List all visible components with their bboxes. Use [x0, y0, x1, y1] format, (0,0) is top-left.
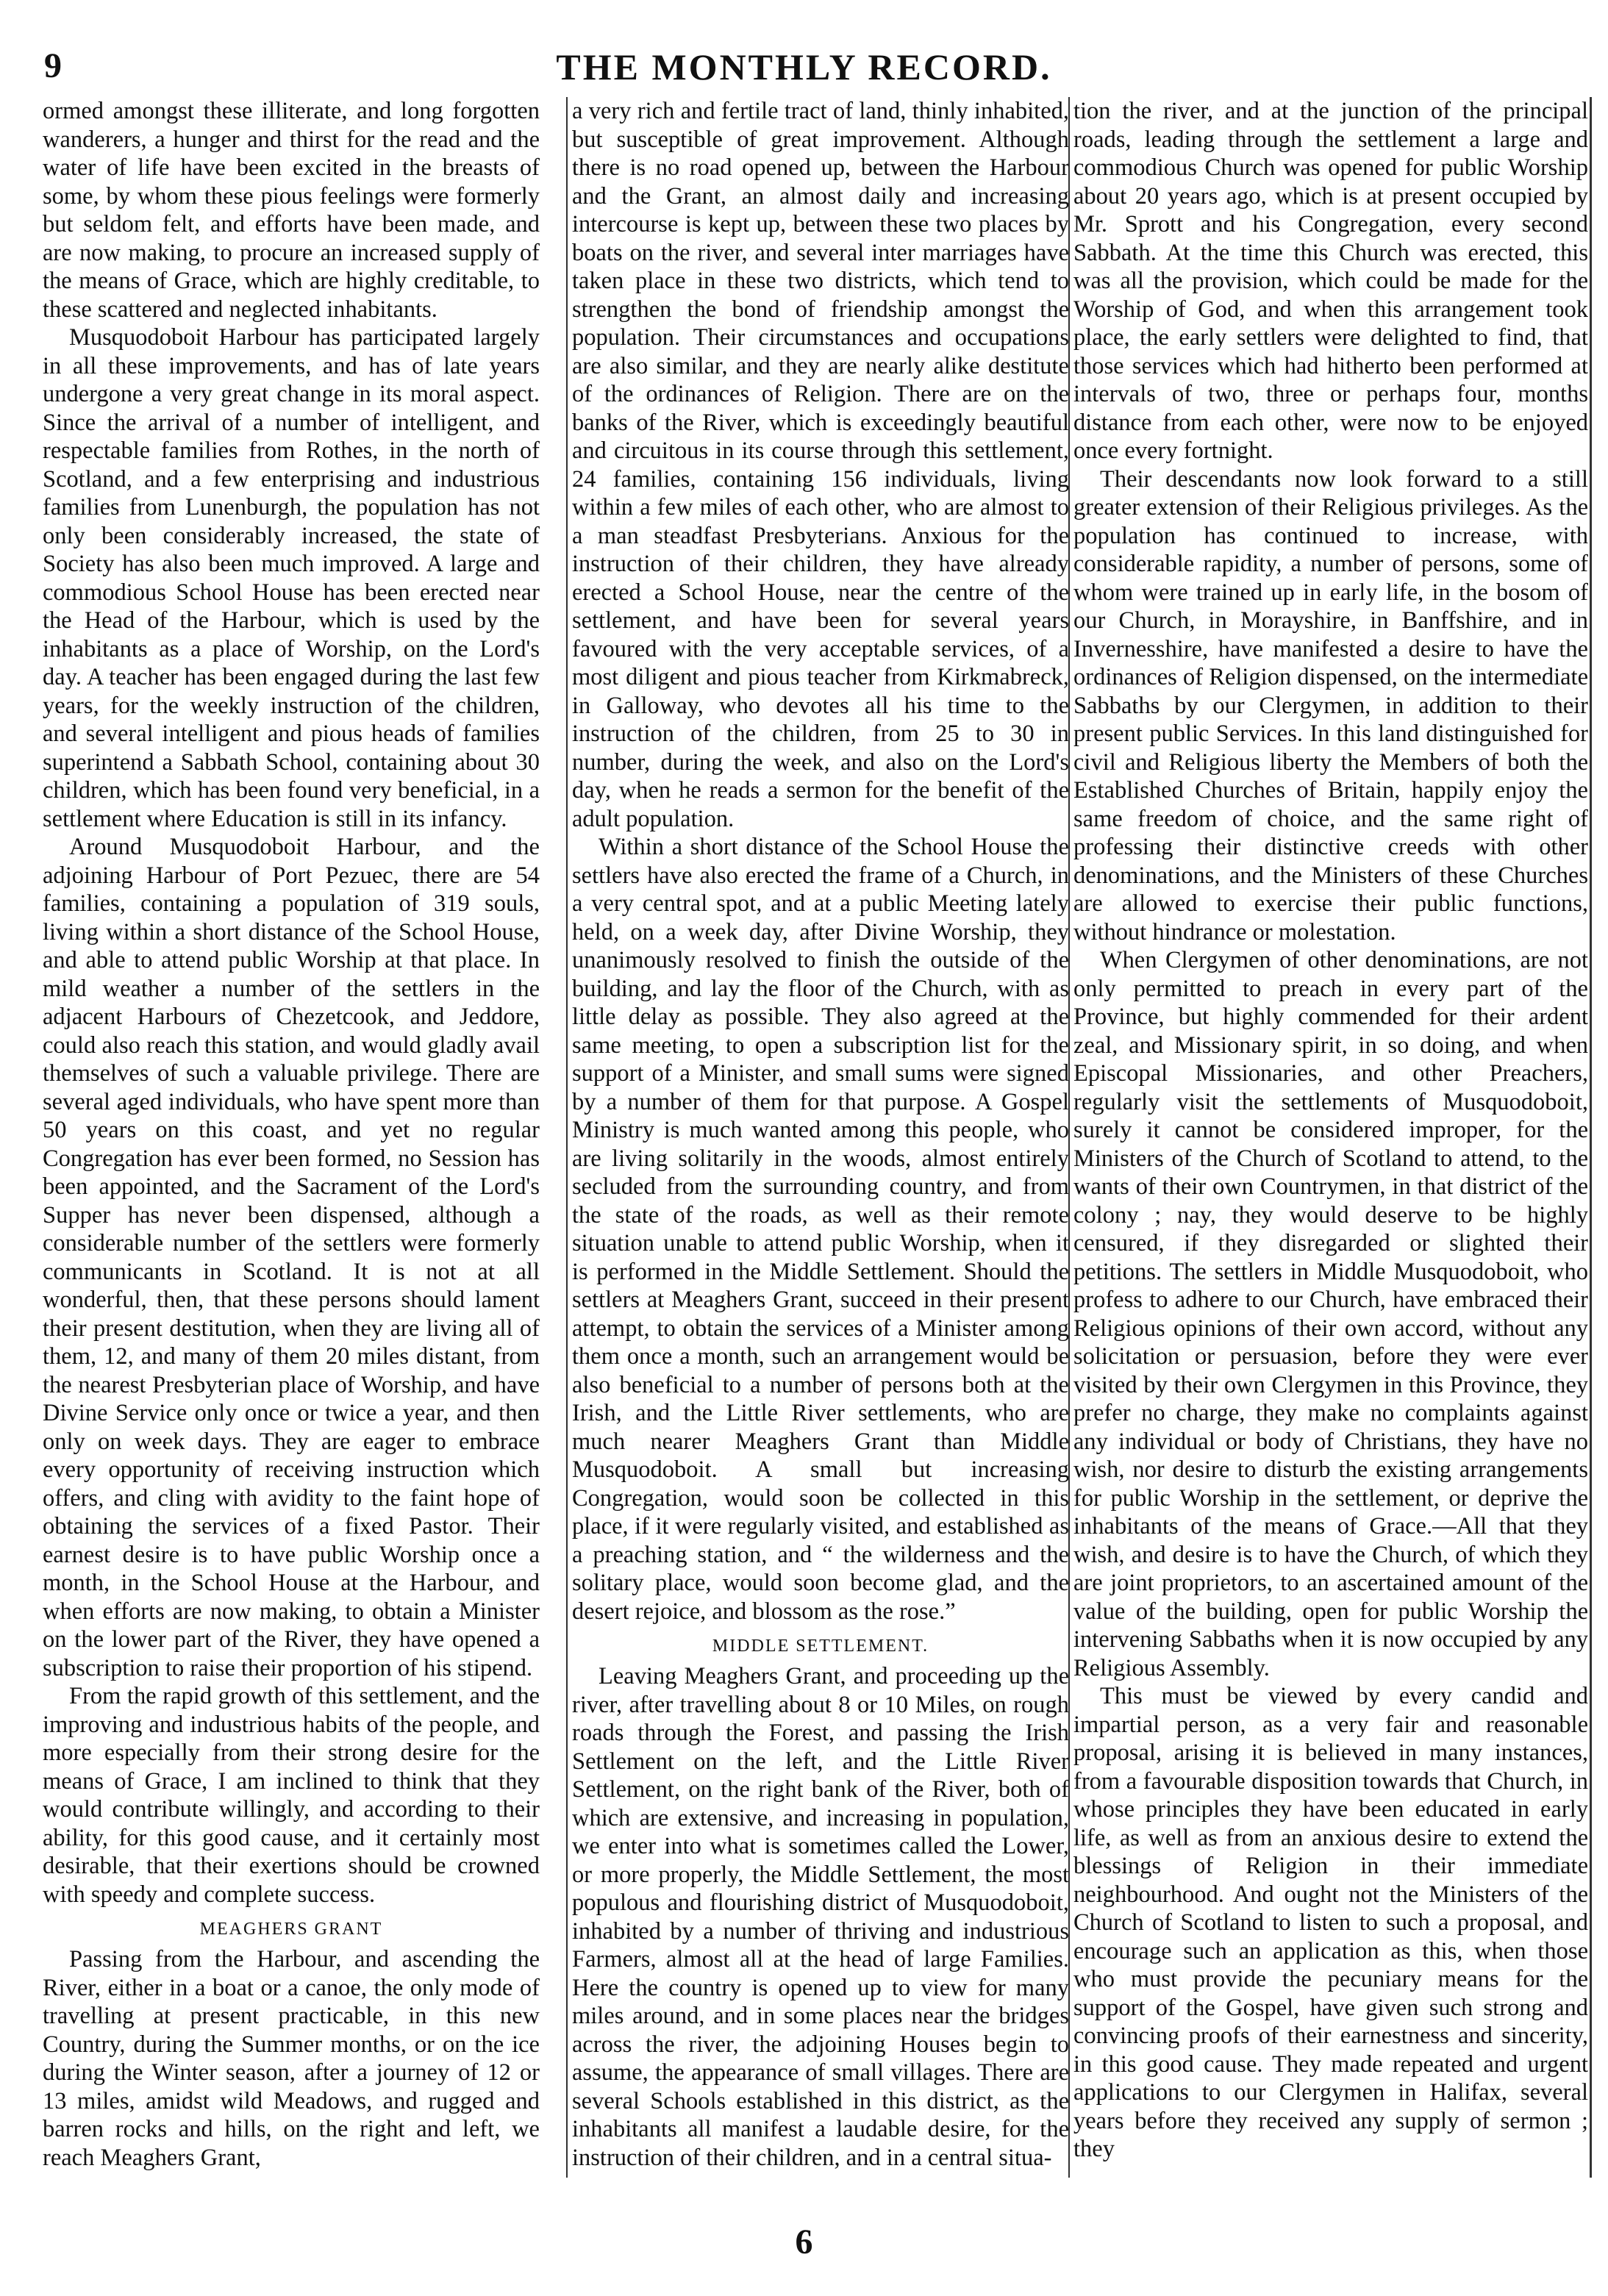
section-heading: MEAGHERS GRANT: [199, 1920, 383, 1939]
paragraph: Their descendants now look forward to a still greater extension of their Religious privileges. As the population has continued to increase, with considerable rapidity, a number of persons, some of whom were trained up in early life, in the bosom of our Church, in Morayshire, in Banffshire, and in Invernesshire, have manifested a desire to have the ordinances of Religion dispensed, on the intermediate Sabbaths by our Clergymen, in addition to their present public Services. In this land distinguished for civil and Religious liberty the Members of both the Established Churches of Britain, happily enjoy the same freedom of choice, and the same right of professing their distinctive creeds with other denominations, and the Ministers of these Churches are allowed to exercise their public functions, without hindrance or molestation.: [1073, 465, 1588, 945]
signature-mark: 6: [795, 2222, 813, 2261]
paragraph: Leaving Meaghers Grant, and proceeding up the river, after travelling about 8 or 10 Miles, on rough roads through the Forest, and passing the Irish Settlement on the left, and the Little River Settlement, on the right bank of the River, both of which are extensive, and increasing in population, we enter into what is sometimes called the Lower, or more properly, the Middle Settlement, the most populous and flourishing district of Musquodoboit, inhabited by a number of thriving and industrious Farmers, almost all at the head of large Families. Here the country is opened up to view for many miles around, and in some places near the bridges across the river, the adjoining Houses begin to assume, the appearance of small villages. There are several Schools established in this district, as the inhabitants all manifest a laudable desire, for the instruction of their children, and in a central situa-: [572, 1663, 1069, 2171]
text-column-2: [572, 97, 1069, 2178]
paragraph: This must be viewed by every candid and impartial person, as a very fair and reasonable proposal, arising it is believed in many instances, from a favourable disposition towards that Church, in whose principles they have been educated in early life, as well as from an anxious desire to extend the blessings of Religion in their immediate neighbourhood. And ought not the Ministers of the Church of Scotland to listen to such a proposal, and encourage such an application as this, when those who must provide the pecuniary means for the support of the Gospel, have given such strong and convincing proofs of their earnestness and sincerity, in this good cause. They made repeated and urgent applications to our Clergymen in Halifax, several years before they received any supply of sermon ; they: [1073, 1683, 1588, 2162]
paragraph: From the rapid growth of this settlement, and the improving and industrious habits of the people, and more especially from their strong desire for the means of Grace, I am inclined to think that they would contribute willingly, and according to their ability, for this good cause, and it certainly most desirable, that their exertions should be crowned with speedy and complete success.: [43, 1683, 540, 1908]
paragraph: Around Musquodoboit Harbour, and the adjoining Harbour of Port Pezuec, there are 54 families, containing a population of 319 souls, living within a short distance of the School House, and able to attend public Worship at that place. In mild weather a number of the settlers in the adjacent Harbours of Chezetcook, and Jeddore, could also reach this station, and would gladly avail themselves of such a valuable privilege. There are several aged individuals, who have spent more than 50 years on this coast, and yet no regular Congregation has ever been formed, no Session has been appointed, and the Sacrament of the Lord's Supper has never been dispensed, although a considerable number of the settlers were formerly communicants in Scotland. It is not at all wonderful, then, that these persons should lament their present destitution, when they are living all of them, 12, and many of them 20 miles distant, from the nearest Presbyterian place of Worship, and have Divine Service only once or twice a year, and then only on week days. They are eager to embrace every opportunity of receiving instruction which offers, and cling with avidity to the faint hope of obtaining the services of a fixed Pastor. Their earnest desire is to have public Worship once a month, in the School House at the Harbour, and when efforts are now making, to obtain a Minister on the lower part of the River, they have opened a subscription to raise their proportion of his stipend.: [43, 834, 540, 1681]
continued-paragraph: a very rich and fertile tract of land, thinly inhabited, but susceptible of great improvement. Although there is no road opened up, between the Harbour and the Grant, an almost daily and increasing intercourse is kept up, between these two places by boats on the river, and several inter marriages have taken place in these two districts, which tend to strengthen the bond of friendship amongst the population. Their circumstances and occupations are also similar, and they are nearly alike destitute of the ordinances of Religion. There are on the banks of the River, which is exceedingly beautiful and circuitous in its course through this settlement, 24 families, containing 156 individuals, living within a few miles of each other, who are almost to a man steadfast Presbyterians. Anxious for the instruction of their children, they have already erected a School House, near the centre of the settlement, and have been for several years favoured with the very acceptable services, of a most diligent and pious teacher from Kirkmabreck, in Galloway, who devotes all his time to the instruction of the children, from 25 to 30 in number, during the week, and also on the Lord's day, when he reads a sermon for the benefit of the adult population.: [572, 98, 1069, 832]
continued-paragraph: tion the river, and at the junction of the principal roads, leading through the settlement a large and commodious Church was opened for public Worship about 20 years ago, which is at present occupied by Mr. Sprott and his Congregation, every second Sabbath. At the time this Church was erected, this was all the provision, which could be made for the Worship of God, and when this arrangement took place, the early settlers were delighted to find, that those services which had hitherto been performed at intervals of two, three or perhaps four, months distance from each other, were now to be enjoyed once every fortnight.: [1073, 98, 1588, 464]
paragraph: Musquodoboit Harbour has participated largely in all these improvements, and has of late years undergone a very great change in its moral aspect. Since the arrival of a number of intelligent, and respectable families from Rothes, in the north of Scotland, and a few enterprising and industrious families from Lunenburgh, the population has not only been considerably increased, the state of Society has also been much improved. A large and commodious School House has been erected near the Head of the Harbour, which is used by the inhabitants as a place of Worship, on the Lord's day. A teacher has been engaged during the last few years, for the weekly instruction of the children, and several intelligent and pious heads of families superintend a Sabbath School, containing about 30 children, which has been found very beneficial, in a settlement where Education is still in its infancy.: [43, 324, 540, 832]
page-number: 9: [44, 46, 62, 85]
paragraph: Passing from the Harbour, and ascending the River, either in a boat or a canoe, the only mode of travelling at present practicable, in this new Country, during the Summer months, or on the ice during the Winter season, after a journey of 12 or 13 miles, amidst wild Meadows, and rugged and barren rocks and hills, on the right and left, we reach Meaghers Grant,: [43, 1946, 540, 2171]
continued-paragraph: ormed amongst these illiterate, and long forgotten wanderers, a hunger and thirst for the read and the water of life have been excited in the breasts of some, by whom these pious feelings were formerly but seldom felt, and efforts have been made, and are now making, to procure an increased supply of the means of Grace, which are highly creditable, to these scattered and neglected inhabitants.: [43, 98, 540, 323]
section-heading: MIDDLE SETTLEMENT.: [712, 1637, 929, 1656]
paragraph: Within a short distance of the School House the settlers have also erected the frame of a Church, in a very central spot, and at a public Meeting lately held, on a week day, after Divine Worship, they unanimously resolved to finish the outside of the building, and lay the floor of the Church, with as little delay as possible. They also agreed at the same meeting, to open a subscription list for the support of a Minister, and small sums were signed by a number of them for that purpose. A Gospel Ministry is much wanted among this people, who are living solitarily in the woods, almost entirely secluded from the surrounding country, and from the state of the roads, as well as their remote situation unable to attend public Worship, when it is performed in the Middle Settlement. Should the settlers at Meaghers Grant, succeed in their present attempt, to obtain the services of a Minister among them once a month, such an arrangement would be also beneficial to a number of persons both at the Irish, and the Little River settlements, who are much nearer Meaghers Grant than Middle Musquodoboit. A small but increasing Congregation, would soon be collected in this place, if it were regularly visited, and established as a preaching station, and “ the wilderness and the solitary place, would soon become glad, and the desert rejoice, and blossom as the rose.”: [572, 834, 1069, 1625]
running-title: THE MONTHLY RECORD.: [556, 46, 1052, 87]
page-edge-rule: [1590, 97, 1592, 2178]
text-column-3: [1073, 97, 1588, 2178]
column-rule: [566, 97, 568, 2178]
text-column-1: [43, 97, 540, 2178]
paragraph: When Clergymen of other denominations, are not only permitted to preach in every part of the Province, but highly commended for their ardent zeal, and Missionary spirit, in so doing, and when Episcopal Missionaries, and other Preachers, regularly visit the settlements of Musquodoboit, surely it cannot be considered improper, for the Ministers of the Church of Scotland to attend, to the wants of their own Countrymen, in that district of the colony ; nay, they would deserve to be highly censured, if they disregarded or slighted their petitions. The settlers in Middle Musquodoboit, who profess to adhere to our Church, have embraced their Religious opinions of their own accord, without any solicitation or persuasion, before they were ever visited by their own Clergymen in this Province, they prefer no charge, they make no complaints against any individual or body of Christians, they have no wish, nor desire to disturb the existing arrangements for public Worship in the settlement, or deprive the inhabitants of the means of Grace.—All that they wish, and desire is to have the Church, of which they are joint proprietors, to an ascertained amount of the value of the building, open for public Worship the intervening Sabbaths when it is now occupied by any Religious Assembly.: [1073, 947, 1588, 1681]
column-rule: [1068, 97, 1070, 2178]
